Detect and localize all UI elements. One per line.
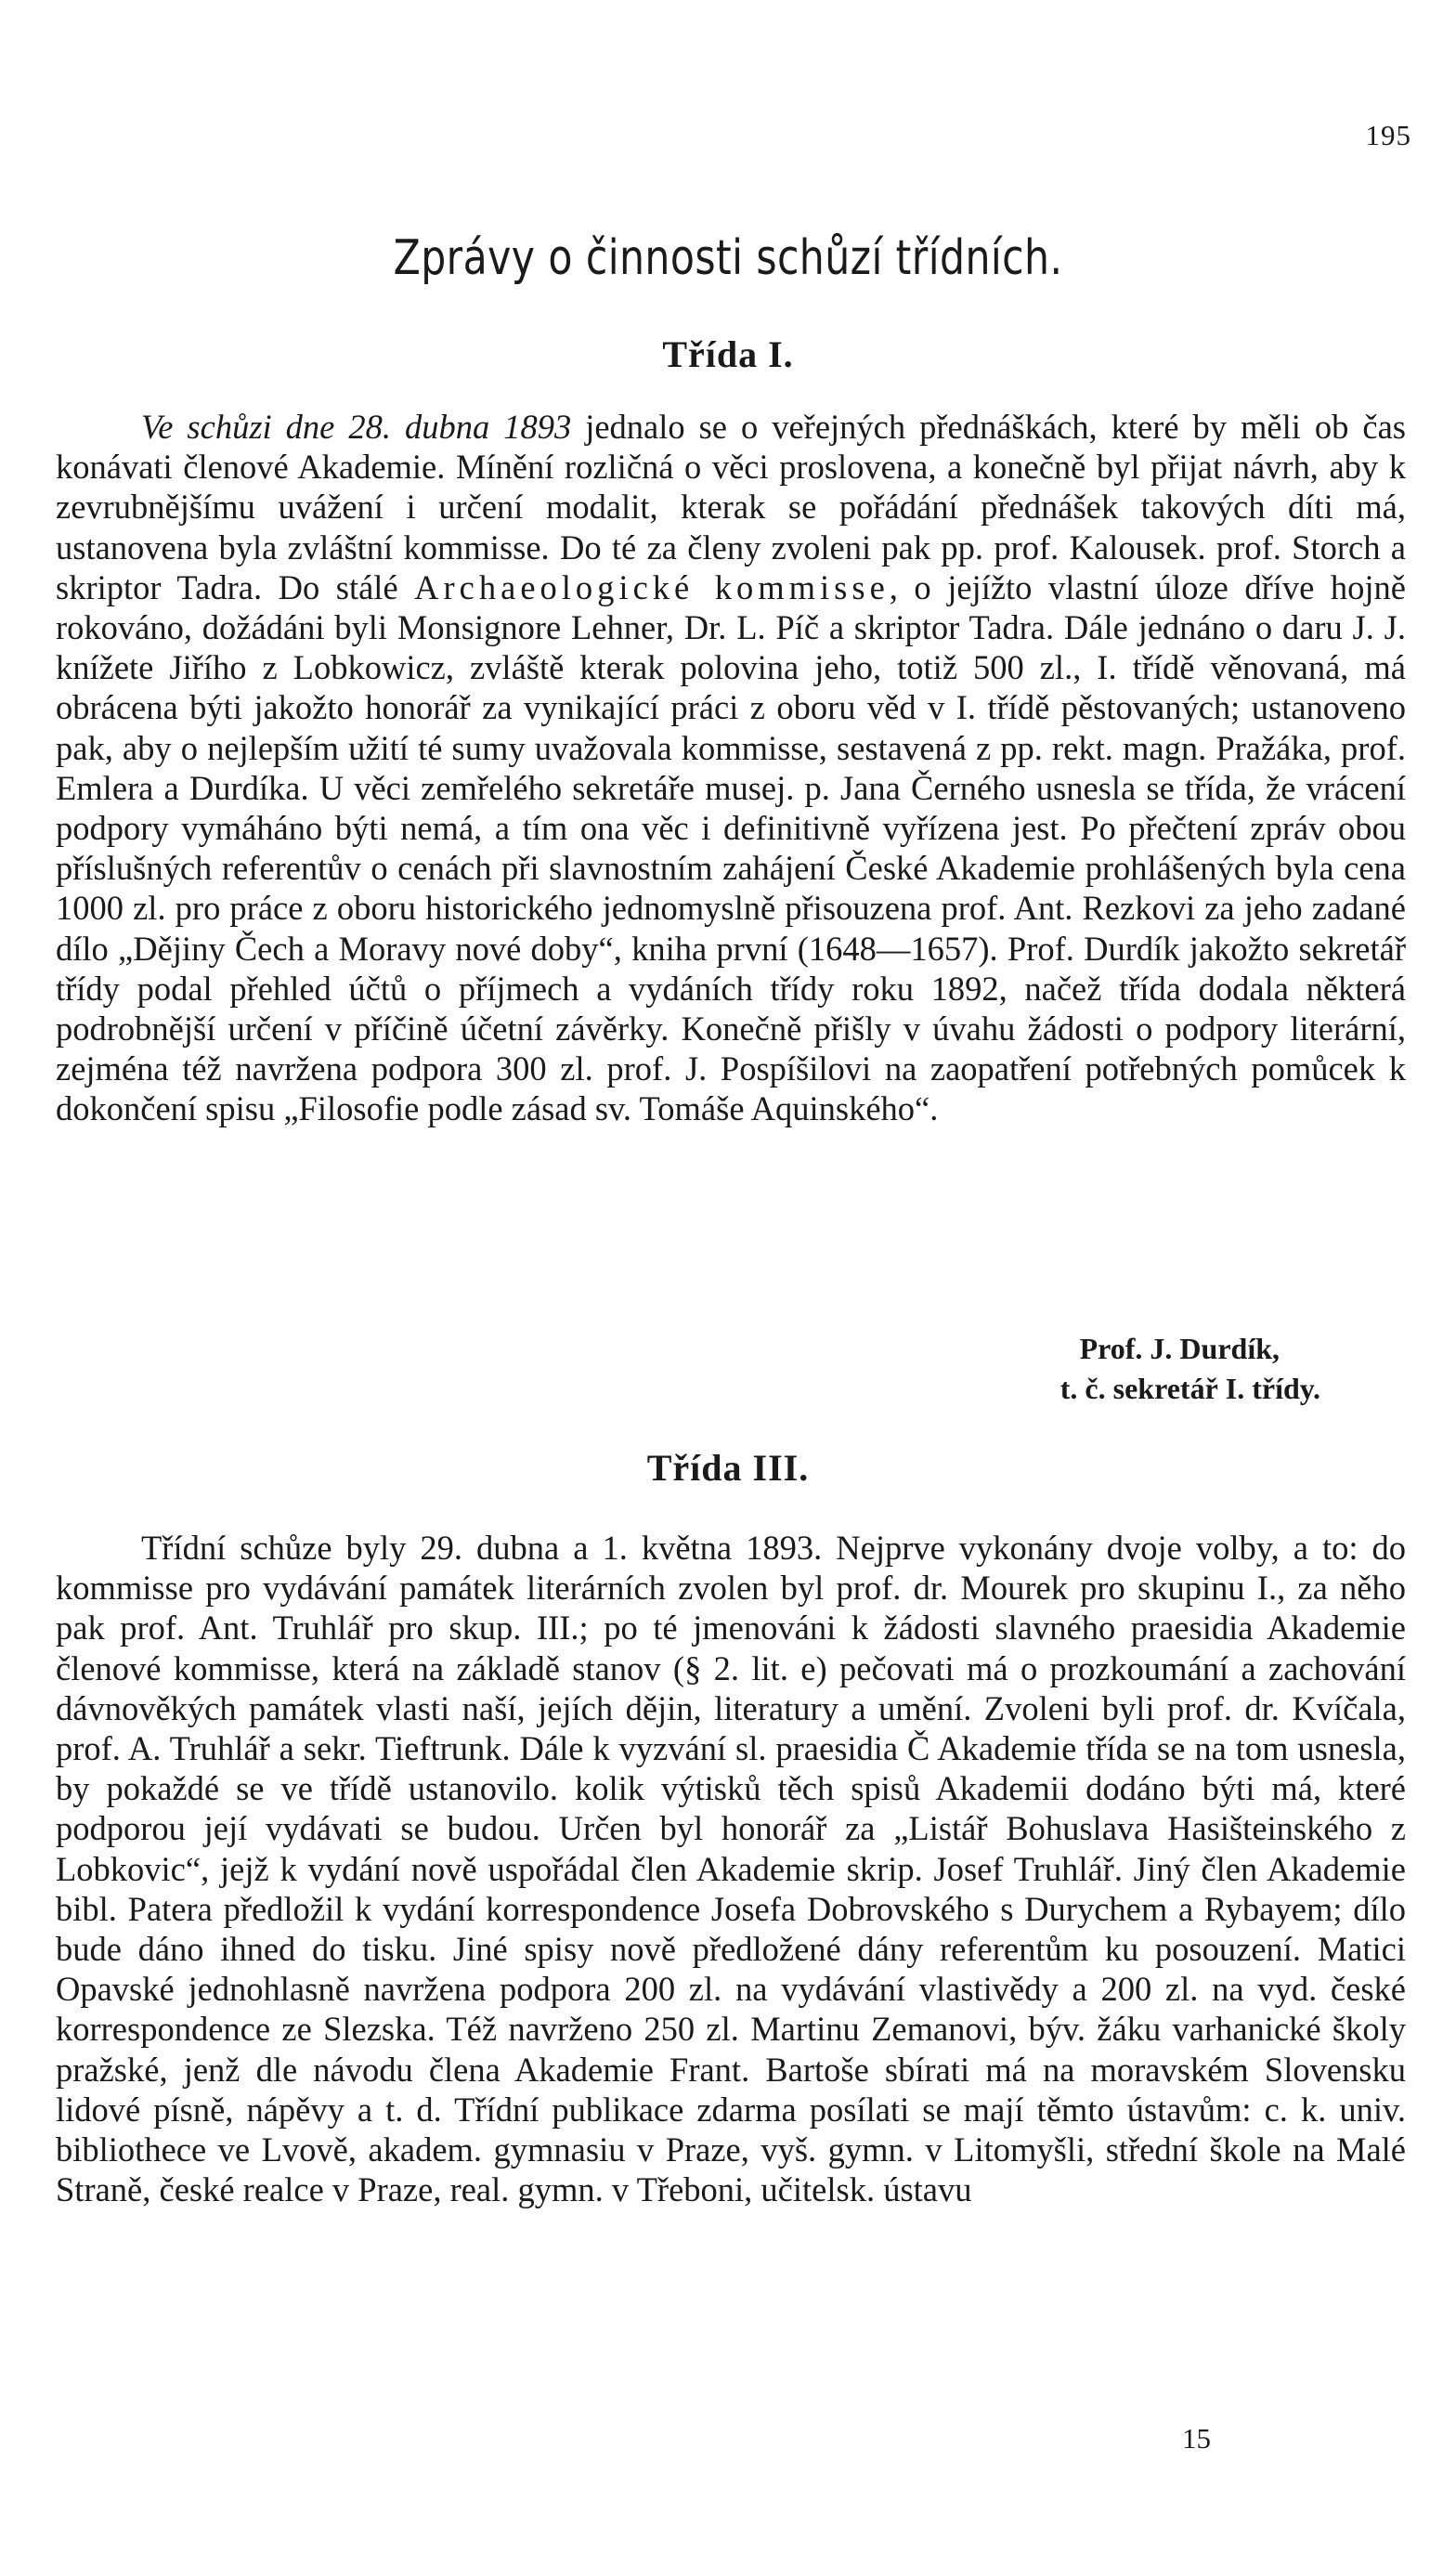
section-heading-class-1: Třída I. bbox=[662, 333, 794, 375]
signature-mark: 15 bbox=[1182, 2422, 1211, 2455]
section-heading-class-3: Třída III. bbox=[646, 1447, 810, 1489]
paragraph-text-part-2: , o jejížto vlastní úloze dříve hojně rokováno, dožádáni byli Monsignore Lehner, Dr. L. Píč a skriptor Tadra. Dále jednáno o daru J. J. knížete Jiřího z Lobkowicz, zvláště kterak polovina jeho, totiž 500 zl., I. třídě věnovaná, má obrácena býti jakožto honorář za vynikající práci z oboru věd v I. třídě pěstovaných; ustanoveno pak, aby o nejlepším užití té sumy uvažovala kommisse, sestavená z pp. rekt. magn. Pražáka, prof. Emlera a Durdíka. U věci zemřelého sekretáře musej. p. Jana Černého usnesla se třída, že vrácení podpory vymáháno býti nemá, a tím ona věc i definitivně vyřízena jest. Po přečtení zpráv obou příslušných referentův o cenách při slavnostním zahájení České Akademie prohlášených byla cena 1000 zl. pro práce z oboru historického jednomyslně přisouzena prof. Ant. Rezkovi za jeho zadané dílo „Dějiny Čech a Moravy nové doby“, kniha první (1648—1657). Prof. Durdík jakožto sekretář třídy podal přehled účtů o příjmech a vydáních třídy roku 1892, načež třída dodala některá podrobnější určení v příčině účetní závěrky. Konečně přišly v úvahu žádosti o podpory literární, zejména též navržena podpora 300 zl. prof. J. Pospíšilovi na zaopatření potřebných pomůcek k dokončení spisu „Filosofie podle zásad sv. Tomáše Aquinského“. bbox=[56, 567, 1406, 1128]
commission-name: Archaeologické kommisse bbox=[414, 567, 890, 606]
section-3-paragraph: Třídní schůze byly 29. dubna a 1. května 1893. Nejprve vykonány dvoje volby, a to: do kommisse pro vydávání památek literárních zvolen byl prof. dr. Mourek pro skupinu I., za něho pak prof. Ant. Truhlář pro skup. III.; po té jmenováni k žádosti slavného praesidia Akademie členové kommisse, která na základě stanov (§ 2. lit. e) pečovati má o prozkoumání a zachování dávnověkých památek vlasti naší, jejích dějin, literatury a umění. Zvoleni byli prof. dr. Kvíčala, prof. A. Truhlář a sekr. Tieftrunk. Dále k vyzvání sl. praesidia Č Akademie třída se na tom usnesla, by pokaždé se ve třídě ustanovilo. kolik výtisků těch spisů Akademii dodáno býti má, které podporou její vydávati se budou. Určen byl honorář za „Listář Bohuslava Hasišteinského z Lobkovic“, jejž k vydání nově uspořádal člen Akademie skrip. Josef Truhlář. Jiný člen Akademie bibl. Patera předložil k vydání korrespondence Josefa Dobrovského s Durychem a Rybayem; dílo bude dáno ihned do tisku. Jiné spisy nově předložené dány referentům ku posouzení. Matici Opavské jednohlasně navržena podpora 200 zl. na vydávání vlastivědy a 200 zl. na vyd. české korrespondence ze Slezska. Též navrženo 250 zl. Martinu Zemanovi, býv. žáku varhanické školy pražské, jenž dle návodu člena Akademie Frant. Bartoše sbírati má na moravském Slovensku lidové písně, nápěvy a t. d. Třídní publikace zdarma posílati se mají těmto ústavům: c. k. univ. bibliothece ve Lvově, akadem. gymnasiu v Praze, vyš. gymn. v Litomyšli, střední škole na Malé Straně, české realce v Praze, real. gymn. v Třeboni, učitelsk. ústavu bbox=[56, 1529, 1406, 2209]
meeting-date: Ve schůzi dne 28. dubna 1893 bbox=[141, 408, 572, 446]
section-1-paragraph bbox=[56, 407, 1406, 1129]
signature-role: t. č. sekretář I. třídy. bbox=[1060, 1372, 1320, 1405]
paragraph-text-part-1: jednalo se o veřejných přednáškách, které by měli ob čas konávati členové Akademie. Mínění rozličná o věci proslovena, a konečně byl přijat návrh, aby k zevrubnějšímu uvážení i určení modalit, kterak se pořádání přednášek takových díti má, ustanovena byla zvláštní kommisse. Do té za členy zvoleni pak pp. prof. Kalousek. prof. Storch a skriptor Tadra. Do stálé bbox=[56, 408, 1406, 606]
page-number: 195 bbox=[1365, 119, 1411, 151]
signature-name: Prof. J. Durdík, bbox=[1079, 1332, 1280, 1365]
page-title: Zprávy o činnosti schůzí třídních. bbox=[393, 230, 1063, 286]
